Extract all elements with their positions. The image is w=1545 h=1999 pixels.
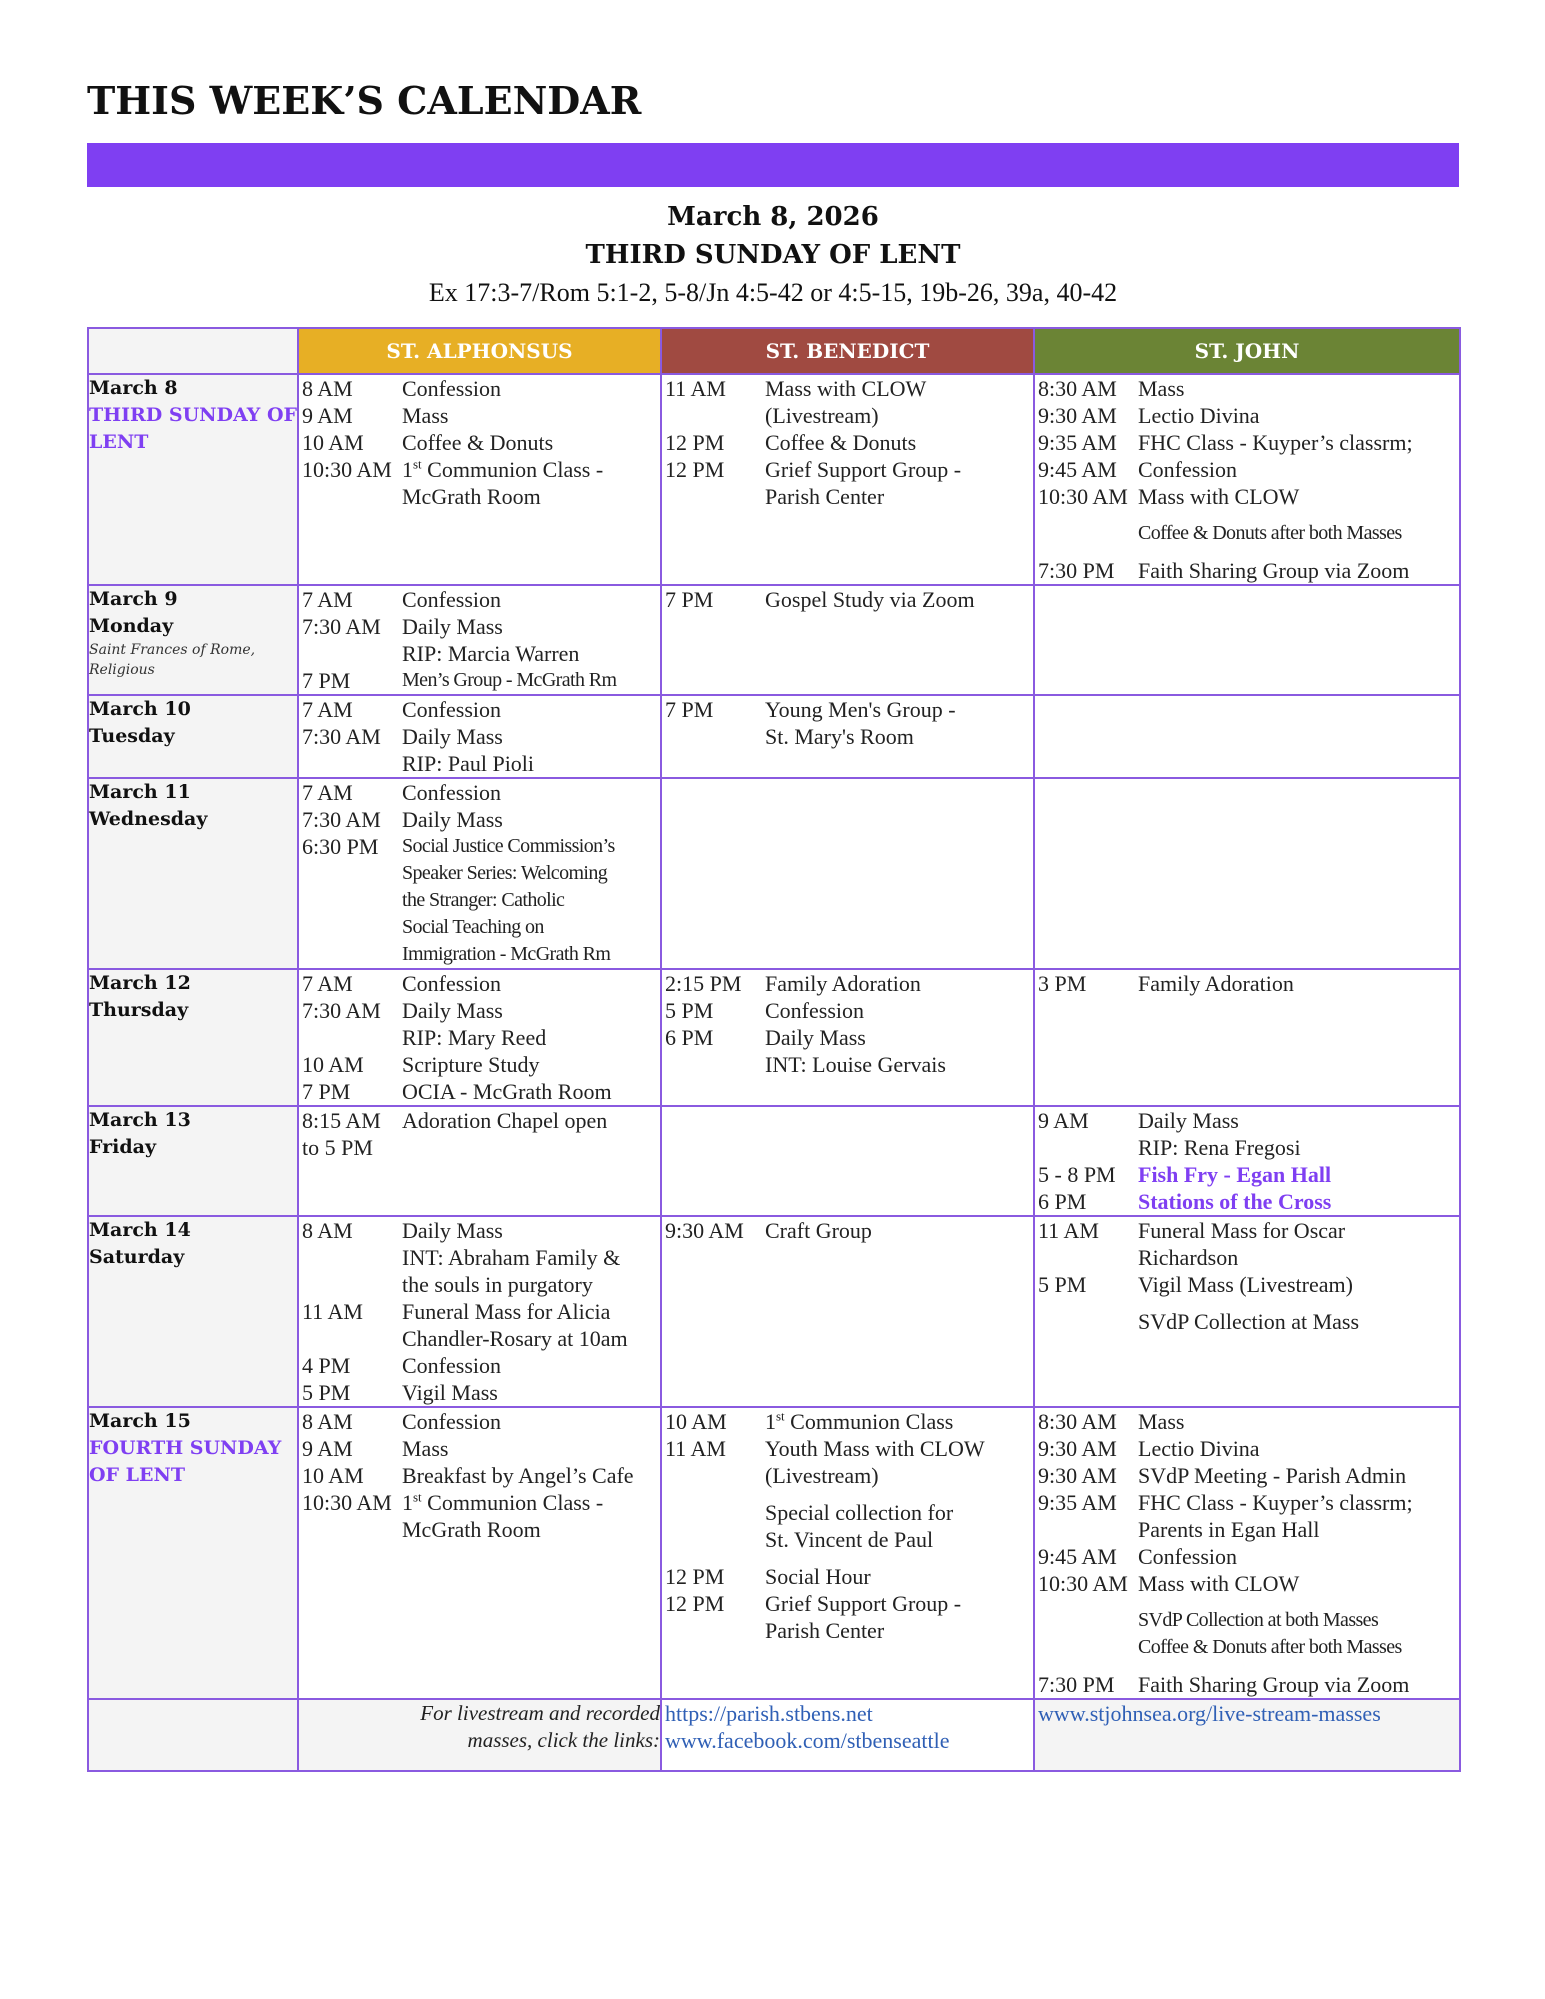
event-time: 7 AM — [302, 971, 353, 996]
event-text: Mass with CLOW — [1138, 484, 1300, 509]
event-text: Craft Group — [765, 1218, 872, 1243]
calendar-feast: THIRD SUNDAY OF LENT — [585, 240, 961, 270]
event-time: 9:30 AM — [665, 1218, 744, 1243]
ordinal-suffix: st — [776, 1408, 785, 1424]
event-time: 11 AM — [1038, 1218, 1099, 1243]
event-time: 12 PM — [665, 457, 725, 482]
event-time: 7 PM — [302, 1079, 351, 1104]
event-time: 5 PM — [302, 1380, 351, 1405]
calendar-body — [88, 374, 1460, 1771]
st-benedict-links-cell — [661, 1699, 1034, 1771]
event-item — [1035, 1671, 1459, 1698]
event-time: 7 AM — [302, 587, 353, 612]
day-date: March 14 — [89, 1219, 191, 1241]
day-date: March 11 — [89, 781, 191, 803]
event-item — [299, 1298, 660, 1352]
event-text: Social Justice Commission’s Speaker Series: Welcoming the Stranger: Catholic Social Teaching on Immigration - McGrath Rm — [402, 835, 615, 965]
parish-cell-john — [1034, 374, 1460, 585]
event-item — [1035, 1161, 1459, 1188]
event-time: 10:30 AM — [302, 1490, 392, 1515]
event-item — [662, 1563, 1033, 1590]
day-row — [88, 778, 1460, 969]
ordinal-suffix: st — [413, 456, 422, 472]
event-time — [1035, 520, 1136, 547]
event-text: Faith Sharing Group via Zoom — [1138, 558, 1410, 583]
event-item — [1035, 1217, 1459, 1271]
event-text: Family Adoration — [1138, 971, 1294, 996]
day-cell — [88, 778, 298, 969]
event-item — [662, 586, 1033, 613]
calendar-readings: Ex 17:3-7/Rom 5:1-2, 5-8/Jn 4:5-42 or 4:5-15, 19b-26, 39a, 40-42 — [428, 278, 1118, 307]
st-john-links-cell — [1034, 1699, 1460, 1771]
day-row — [88, 585, 1460, 695]
event-item — [299, 613, 660, 667]
event-time: 11 AM — [665, 376, 726, 401]
event-time: 9:35 AM — [1038, 430, 1117, 455]
event-text: Coffee & Donuts after both Masses — [1138, 522, 1402, 544]
event-time: 4 PM — [302, 1353, 351, 1378]
event-text — [400, 456, 660, 510]
event-time: 5 - 8 PM — [1038, 1162, 1116, 1187]
day-row — [88, 1407, 1460, 1699]
event-time: 7:30 PM — [1038, 558, 1115, 583]
parish-cell-john — [1034, 1216, 1460, 1407]
event-item — [662, 1499, 1033, 1553]
event-item — [299, 1078, 660, 1105]
event-item — [662, 1217, 1033, 1244]
event-time — [1035, 1634, 1136, 1661]
calendar-table — [87, 327, 1461, 1772]
parish-cell-alphonsus — [298, 778, 661, 969]
event-text: Mass — [402, 1436, 449, 1461]
event-text: Daily Mass INT: Abraham Family & the souls in purgatory — [402, 1218, 621, 1297]
event-item — [299, 1489, 660, 1543]
event-text: Coffee & Donuts — [765, 430, 917, 455]
event-item — [299, 970, 660, 997]
event-time: 7:30 AM — [302, 614, 381, 639]
event-item — [299, 696, 660, 723]
day-note: Saint Frances of Rome, Religious — [89, 642, 256, 678]
event-time: 8:30 AM — [1038, 376, 1117, 401]
event-time: 9:30 AM — [1038, 1463, 1117, 1488]
event-time: 7:30 PM — [1038, 1672, 1115, 1697]
day-row — [88, 695, 1460, 778]
event-time: 12 PM — [665, 430, 725, 455]
event-text: Daily Mass — [402, 807, 503, 832]
event-item — [299, 1435, 660, 1462]
parish-cell-benedict — [661, 969, 1034, 1106]
event-text: Adoration Chapel open — [402, 1108, 608, 1133]
event-time: 9:45 AM — [1038, 1544, 1117, 1569]
calendar-date: March 8, 2026 — [667, 202, 879, 232]
event-time: 9:30 AM — [1038, 1436, 1117, 1461]
day-date: March 10 — [89, 698, 191, 720]
event-time: 10 AM — [302, 430, 364, 455]
event-item — [1035, 456, 1459, 483]
event-text: Confession — [765, 998, 864, 1023]
column-header-st-alphonsus: ST. ALPHONSUS — [298, 328, 661, 374]
event-time: 7:30 AM — [302, 807, 381, 832]
day-date: March 13 — [89, 1109, 191, 1131]
event-text: Coffee & Donuts after both Masses — [1138, 1636, 1402, 1658]
event-time: 10:30 AM — [1038, 484, 1128, 509]
event-text: Special collection for St. Vincent de Paul — [765, 1500, 954, 1552]
parish-cell-john — [1034, 1106, 1460, 1216]
event-text: SVdP Collection at both Masses — [1138, 1609, 1379, 1631]
event-text: Gospel Study via Zoom — [765, 587, 975, 612]
ordinal-number: 1 — [402, 1490, 413, 1515]
event-item — [1035, 970, 1459, 997]
event-time: 7:30 AM — [302, 998, 381, 1023]
event-item — [1035, 1570, 1459, 1597]
event-text: Confession — [402, 971, 501, 996]
page-title: THIS WEEK’S CALENDAR — [87, 78, 642, 123]
day-weekday: Wednesday — [89, 808, 208, 830]
parish-cell-john — [1034, 969, 1460, 1106]
parish-cell-benedict — [661, 585, 1034, 695]
event-time: 11 AM — [302, 1299, 363, 1324]
event-text: Fish Fry - Egan Hall — [1138, 1162, 1332, 1187]
event-item — [299, 833, 660, 968]
event-text: Grief Support Group - Parish Center — [765, 1591, 962, 1643]
event-time: 5 PM — [1038, 1272, 1087, 1297]
links-note-cell — [298, 1699, 661, 1771]
parish-cell-alphonsus — [298, 1216, 661, 1407]
event-text: FHC Class - Kuyper’s classrm; — [1138, 430, 1413, 455]
event-item — [299, 1408, 660, 1435]
event-text: Faith Sharing Group via Zoom — [1138, 1672, 1410, 1697]
event-text: Vigil Mass (Livestream) — [1138, 1272, 1353, 1297]
parish-cell-john — [1034, 1407, 1460, 1699]
event-item — [662, 997, 1033, 1024]
ordinal-suffix: st — [413, 1489, 422, 1505]
event-item — [299, 1462, 660, 1489]
event-item — [1035, 1462, 1459, 1489]
day-date: March 8 — [89, 377, 178, 399]
event-text: Daily Mass INT: Louise Gervais — [765, 1025, 946, 1077]
event-text: SVdP Collection at Mass — [1138, 1309, 1360, 1334]
day-weekday: Friday — [89, 1136, 157, 1158]
event-item — [1035, 429, 1459, 456]
event-item — [1035, 557, 1459, 584]
day-weekday: Saturday — [89, 1246, 185, 1268]
parish-cell-john — [1034, 695, 1460, 778]
event-item — [1035, 483, 1459, 510]
event-item — [299, 1352, 660, 1379]
event-text: Funeral Mass for Oscar Richardson — [1138, 1218, 1346, 1270]
event-time: 12 PM — [665, 1564, 725, 1589]
parish-cell-john — [1034, 585, 1460, 695]
event-time: 9 AM — [1038, 1108, 1089, 1133]
event-time: 6 PM — [1038, 1189, 1087, 1214]
event-time: 8 AM — [302, 1409, 353, 1434]
event-item — [1035, 1107, 1459, 1161]
event-item — [1035, 520, 1459, 547]
parish-cell-john — [1034, 778, 1460, 969]
links-blank-cell — [88, 1699, 298, 1771]
event-item — [662, 456, 1033, 510]
event-item — [1035, 1408, 1459, 1435]
event-time: 10:30 AM — [1038, 1571, 1128, 1596]
event-time: 10:30 AM — [302, 457, 392, 482]
day-cell — [88, 1216, 298, 1407]
day-weekday: Monday — [89, 615, 174, 637]
event-text: Coffee & Donuts — [402, 430, 554, 455]
event-time: 8:15 AM to 5 PM — [302, 1108, 381, 1160]
event-time: 12 PM — [665, 1591, 725, 1616]
day-cell — [88, 1106, 298, 1216]
day-cell — [88, 374, 298, 585]
event-text: Men’s Group - McGrath Rm — [402, 669, 617, 691]
parish-cell-benedict — [661, 374, 1034, 585]
event-time: 11 AM — [665, 1436, 726, 1461]
day-cell — [88, 695, 298, 778]
event-time: 8:30 AM — [1038, 1409, 1117, 1434]
parish-cell-benedict — [661, 778, 1034, 969]
event-time: 10 AM — [665, 1409, 727, 1434]
event-text: Funeral Mass for Alicia Chandler-Rosary at 10am — [402, 1299, 628, 1351]
event-text: SVdP Meeting - Parish Admin — [1138, 1463, 1407, 1488]
event-text: Mass — [1138, 1409, 1185, 1434]
event-time: 7 PM — [302, 668, 351, 693]
st-benedict-facebook-link[interactable]: www.facebook.com/stbenseattle — [665, 1728, 950, 1753]
day-feast: FOURTH SUNDAY OF LENT — [89, 1437, 282, 1486]
event-text: Daily Mass RIP: Paul Pioli — [402, 724, 535, 776]
event-text: Young Men's Group - St. Mary's Room — [765, 697, 956, 749]
day-row — [88, 1216, 1460, 1407]
day-cell — [88, 969, 298, 1106]
event-item — [662, 1024, 1033, 1078]
event-item — [1035, 1435, 1459, 1462]
event-time: 7 AM — [302, 780, 353, 805]
day-row — [88, 969, 1460, 1106]
event-time: 3 PM — [1038, 971, 1087, 996]
day-date: March 9 — [89, 588, 178, 610]
event-item — [299, 375, 660, 402]
event-item — [299, 586, 660, 613]
ordinal-number: 1 — [402, 457, 413, 482]
parish-cell-benedict — [661, 1216, 1034, 1407]
event-time: 9:35 AM — [1038, 1490, 1117, 1515]
event-item — [299, 806, 660, 833]
st-john-livestream-link[interactable]: www.stjohnsea.org/live-stream-masses — [1038, 1701, 1381, 1726]
event-text: Confession — [402, 587, 501, 612]
event-time: 7 PM — [665, 587, 714, 612]
event-item — [1035, 375, 1459, 402]
event-time: 7 PM — [665, 697, 714, 722]
parish-cell-benedict — [661, 1106, 1034, 1216]
event-time: 6:30 PM — [302, 834, 379, 859]
event-text: Daily Mass RIP: Mary Reed — [402, 998, 547, 1050]
event-text: Confession — [402, 376, 501, 401]
event-text: Lectio Divina — [1138, 403, 1260, 428]
event-text: Mass with CLOW — [1138, 1571, 1300, 1596]
event-time — [1035, 1308, 1136, 1335]
event-text: Social Hour — [765, 1564, 871, 1589]
event-text: Confession — [402, 1409, 501, 1434]
event-text-rest: Communion Class - McGrath Room — [402, 457, 604, 509]
event-text — [763, 1408, 1033, 1435]
links-row — [88, 1699, 1460, 1771]
event-text: Mass — [1138, 376, 1185, 401]
event-text: Daily Mass RIP: Marcia Warren — [402, 614, 580, 666]
header-bar — [87, 143, 1459, 187]
parish-cell-alphonsus — [298, 585, 661, 695]
day-weekday: Thursday — [89, 999, 189, 1021]
ordinal-number: 1 — [765, 1409, 776, 1434]
event-text: Stations of the Cross — [1138, 1189, 1332, 1214]
event-item — [1035, 1543, 1459, 1570]
event-item — [662, 1590, 1033, 1644]
event-text: Mass with CLOW (Livestream) — [765, 376, 927, 428]
event-text — [400, 1489, 660, 1543]
day-cell — [88, 585, 298, 695]
parish-cell-alphonsus — [298, 1106, 661, 1216]
st-benedict-parish-link[interactable]: https://parish.stbens.net — [665, 1701, 873, 1726]
column-header-st-john: ST. JOHN — [1034, 328, 1460, 374]
event-text: Confession — [1138, 457, 1237, 482]
event-time: 9 AM — [302, 403, 353, 428]
day-weekday: Tuesday — [89, 725, 175, 747]
event-time: 9:30 AM — [1038, 403, 1117, 428]
event-item — [1035, 1607, 1459, 1634]
day-feast: THIRD SUNDAY OF LENT — [89, 404, 298, 453]
event-text: Lectio Divina — [1138, 1436, 1260, 1461]
event-item — [1035, 1489, 1459, 1543]
event-text: Confession — [1138, 1544, 1237, 1569]
event-item — [299, 402, 660, 429]
event-time: 8 AM — [302, 1218, 353, 1243]
event-text: Family Adoration — [765, 971, 921, 996]
column-header-blank — [88, 328, 298, 374]
parish-cell-alphonsus — [298, 374, 661, 585]
event-time: 8 AM — [302, 376, 353, 401]
event-text: Confession — [402, 780, 501, 805]
event-item — [662, 970, 1033, 997]
day-cell — [88, 1407, 298, 1699]
event-time: 6 PM — [665, 1025, 714, 1050]
event-time: 9:45 AM — [1038, 457, 1117, 482]
event-time: 10 AM — [302, 1052, 364, 1077]
event-text-rest: Communion Class - McGrath Room — [402, 1490, 604, 1542]
event-text: Mass — [402, 403, 449, 428]
event-item — [299, 1051, 660, 1078]
event-item — [299, 1379, 660, 1406]
event-item — [1035, 1634, 1459, 1661]
event-text: Breakfast by Angel’s Cafe — [402, 1463, 634, 1488]
day-row — [88, 1106, 1460, 1216]
event-item — [299, 456, 660, 510]
column-header-row — [88, 328, 1460, 374]
parish-cell-benedict — [661, 695, 1034, 778]
event-item — [299, 429, 660, 456]
event-time: 2:15 PM — [665, 971, 742, 996]
event-text: Grief Support Group - Parish Center — [765, 457, 962, 509]
livestream-note: For livestream and recorded masses, click the links: — [420, 1701, 660, 1752]
event-item — [662, 1435, 1033, 1489]
event-item — [1035, 1271, 1459, 1298]
day-row — [88, 374, 1460, 585]
event-time — [1035, 1607, 1136, 1634]
event-time: 7 AM — [302, 697, 353, 722]
event-item — [299, 723, 660, 777]
event-item — [1035, 1308, 1459, 1335]
event-time: 5 PM — [665, 998, 714, 1023]
day-date: March 12 — [89, 972, 191, 994]
event-text: Confession — [402, 697, 501, 722]
event-item — [299, 667, 660, 694]
parish-cell-benedict — [661, 1407, 1034, 1699]
event-item — [662, 429, 1033, 456]
event-item — [1035, 402, 1459, 429]
event-text: Confession — [402, 1353, 501, 1378]
parish-cell-alphonsus — [298, 969, 661, 1106]
event-item — [662, 375, 1033, 429]
event-item — [299, 997, 660, 1051]
event-text-rest: Communion Class — [784, 1409, 954, 1434]
event-time: 10 AM — [302, 1463, 364, 1488]
event-item — [662, 1408, 1033, 1435]
event-time — [662, 1499, 763, 1553]
event-item — [1035, 1188, 1459, 1215]
parish-cell-alphonsus — [298, 695, 661, 778]
event-text: Daily Mass RIP: Rena Fregosi — [1138, 1108, 1301, 1160]
event-text: Scripture Study — [402, 1052, 540, 1077]
event-item — [662, 696, 1033, 750]
parish-cell-alphonsus — [298, 1407, 661, 1699]
column-header-st-benedict: ST. BENEDICT — [661, 328, 1034, 374]
event-item — [299, 779, 660, 806]
event-item — [299, 1217, 660, 1298]
event-time: 9 AM — [302, 1436, 353, 1461]
event-text: FHC Class - Kuyper’s classrm; Parents in Egan Hall — [1138, 1490, 1413, 1542]
event-text: Vigil Mass — [402, 1380, 498, 1405]
event-time: 7:30 AM — [302, 724, 381, 749]
event-text: OCIA - McGrath Room — [402, 1079, 612, 1104]
event-text: Youth Mass with CLOW (Livestream) — [765, 1436, 985, 1488]
event-item — [299, 1107, 660, 1161]
day-date: March 15 — [89, 1410, 191, 1432]
